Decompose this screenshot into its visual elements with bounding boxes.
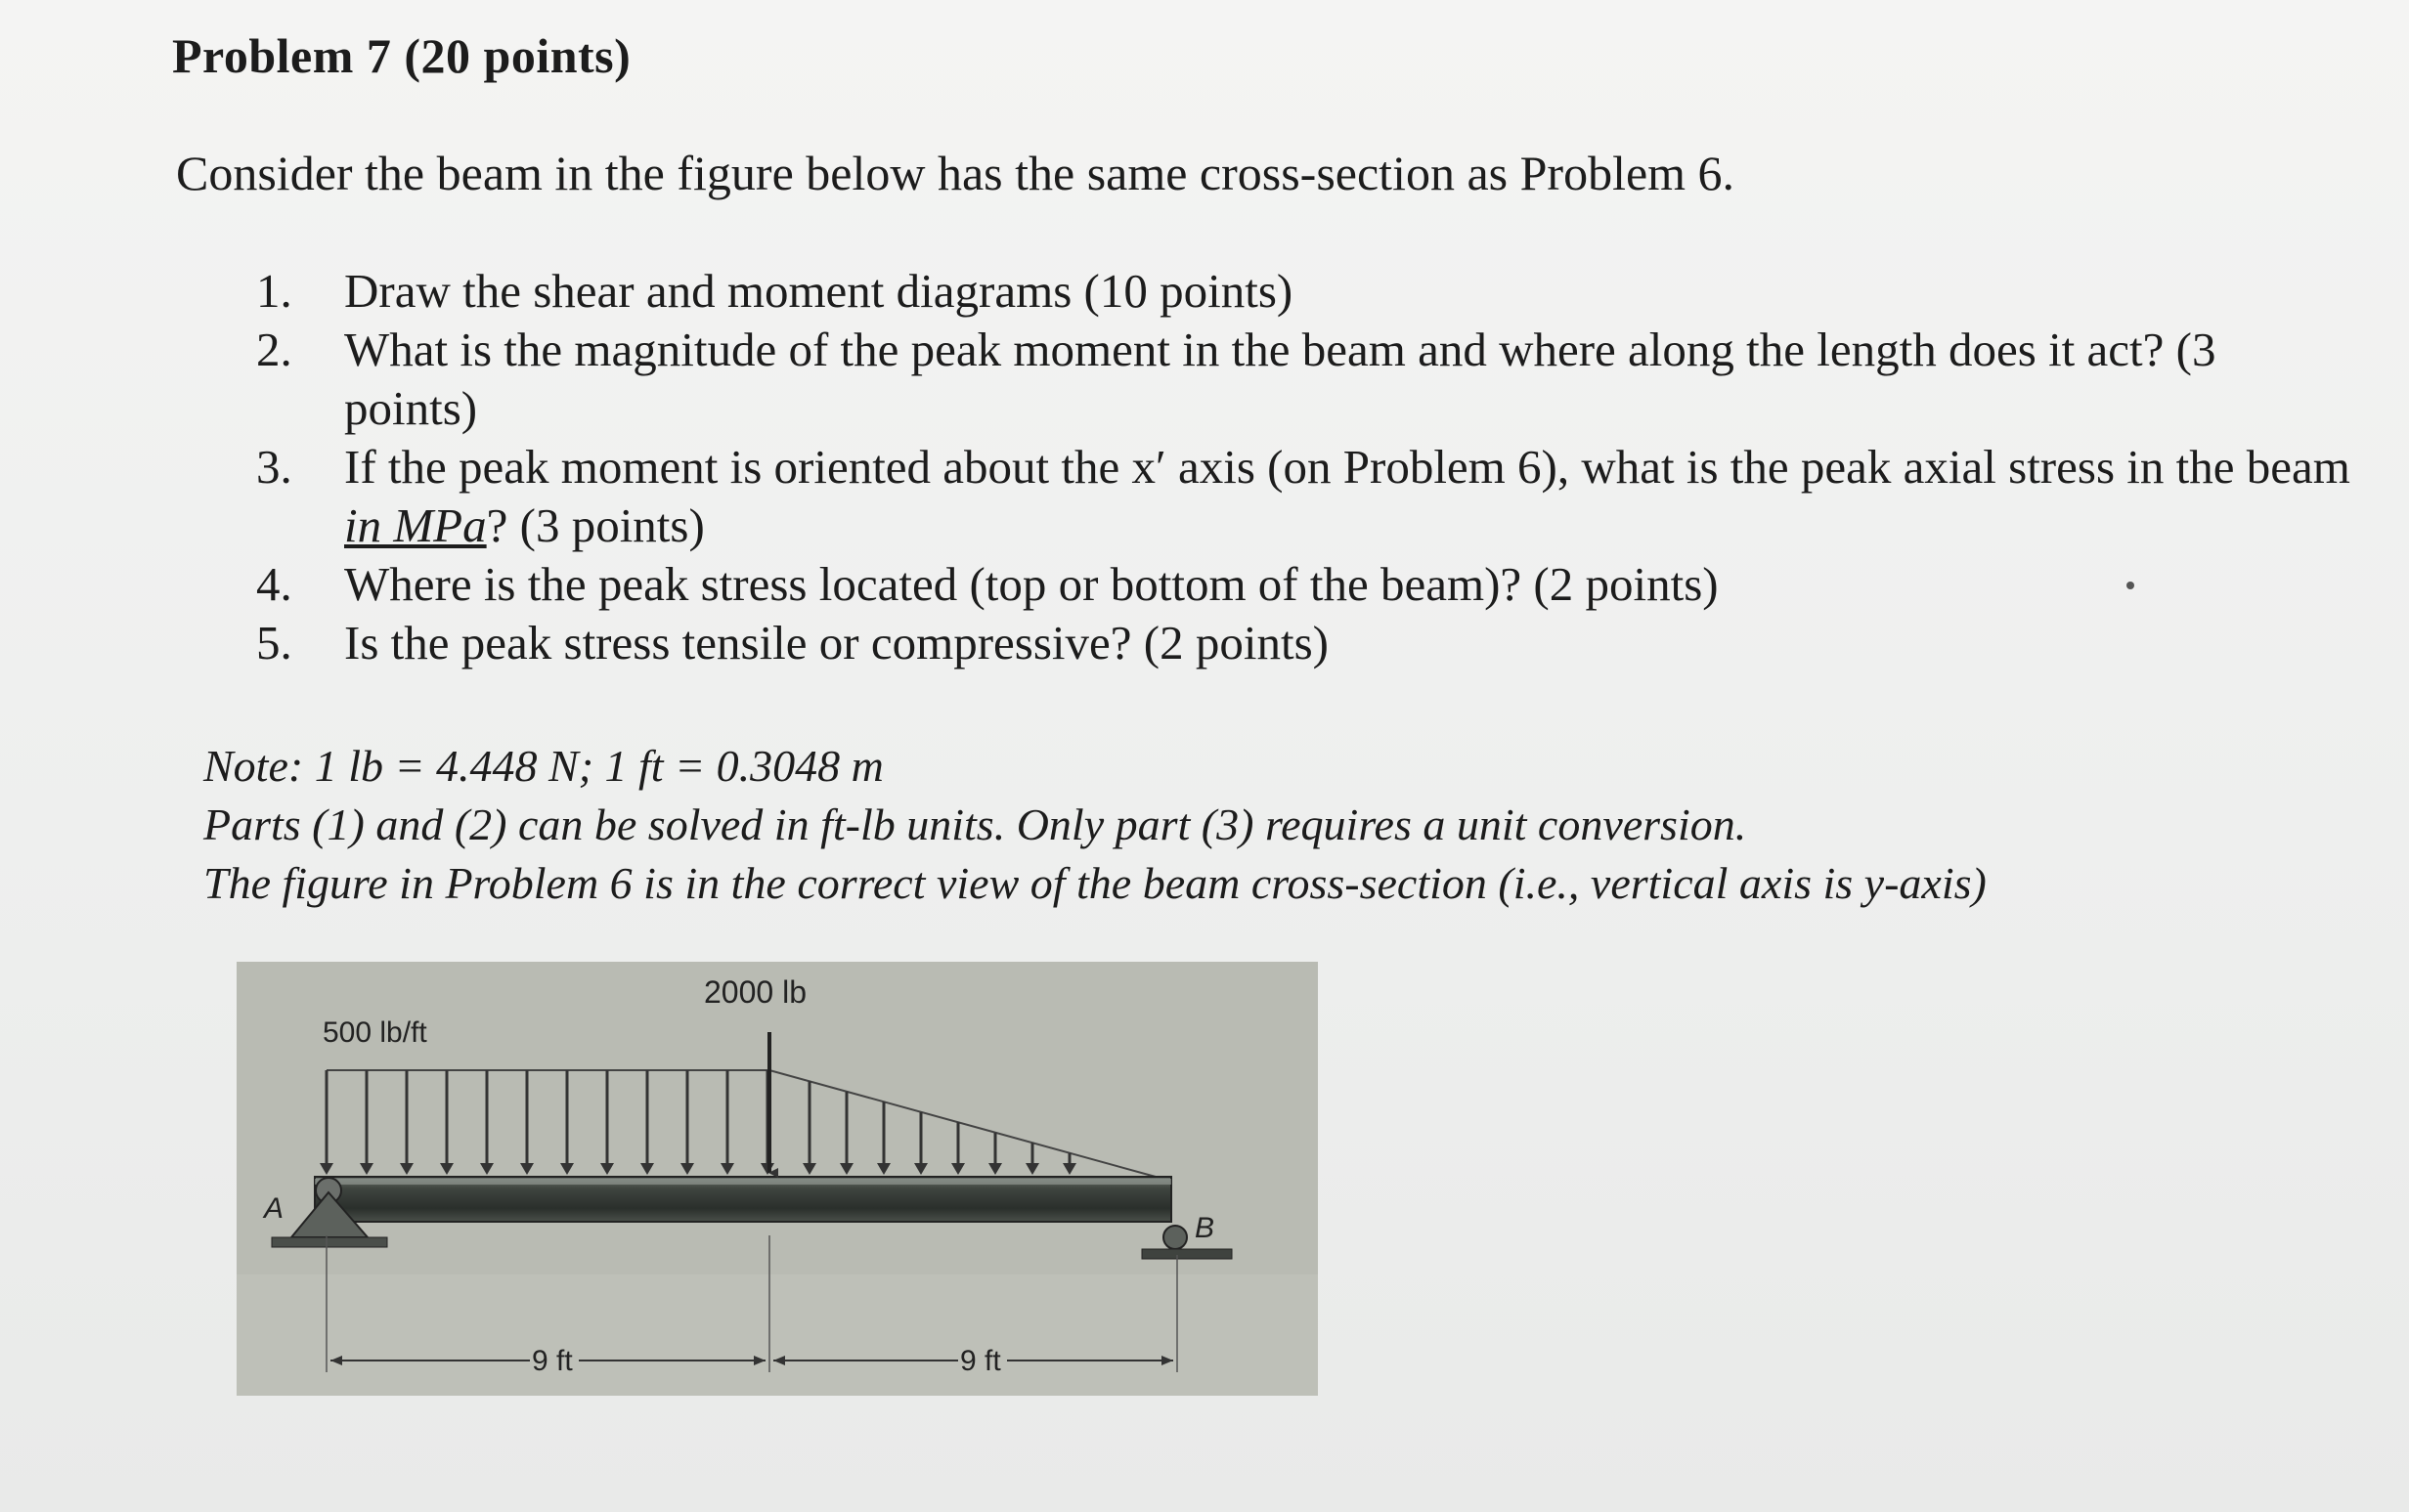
support-label-a: A [264, 1192, 285, 1225]
span-label-left: 9 ft [532, 1345, 573, 1377]
support-label-b: B [1195, 1212, 1215, 1244]
problem-title: Problem 7 (20 points) [172, 28, 632, 83]
note-line: Parts (1) and (2) can be solved in ft-lb units. Only part (3) requires a unit conversion. [203, 799, 1747, 849]
question-number: 5. [256, 616, 292, 670]
question-text-part: ? (3 points) [486, 498, 705, 552]
question-text: Where is the peak stress located (top or bottom of the beam)? (2 points) [344, 557, 1719, 611]
list-item [256, 555, 2358, 614]
question-text-part: If the peak moment is oriented about the x′ axis (on Problem 6), what is the peak axial stress in the beam [344, 440, 2350, 494]
notes [203, 737, 1987, 913]
question-text: Draw the shear and moment diagrams (10 points) [344, 264, 1293, 318]
problem-intro: Consider the beam in the figure below has the same cross-section as Problem 6. [176, 146, 1735, 200]
list-item [256, 321, 2358, 438]
span-label-right: 9 ft [960, 1345, 1001, 1377]
note-line: The figure in Problem 6 is in the correct view of the beam cross-section (i.e., vertical axis is y-axis) [203, 858, 1987, 908]
list-item [256, 614, 2358, 672]
list-item [256, 438, 2358, 555]
question-number: 4. [256, 557, 292, 611]
beam-highlight [315, 1179, 1171, 1185]
point-load-label: 2000 lb [704, 974, 807, 1010]
list-item [256, 262, 2358, 321]
question-number: 3. [256, 440, 292, 494]
distributed-load-label: 500 lb/ft [323, 1016, 427, 1049]
beam-diagram [237, 962, 1318, 1396]
note-line: Note: 1 lb = 4.448 N; 1 ft = 0.3048 m [203, 741, 884, 791]
question-text: What is the magnitude of the peak moment in the beam and where along the length does it act? (3 points) [344, 323, 2216, 435]
question-number: 2. [256, 323, 292, 376]
question-text: Is the peak stress tensile or compressive? (2 points) [344, 616, 1329, 670]
question-unit-emphasis: in MPa [344, 498, 487, 552]
stray-dot [2126, 582, 2134, 589]
beam-figure [237, 962, 1318, 1396]
question-text [344, 438, 2358, 555]
question-list [256, 262, 2358, 672]
figure-band [237, 1274, 1318, 1396]
question-number: 1. [256, 264, 292, 318]
